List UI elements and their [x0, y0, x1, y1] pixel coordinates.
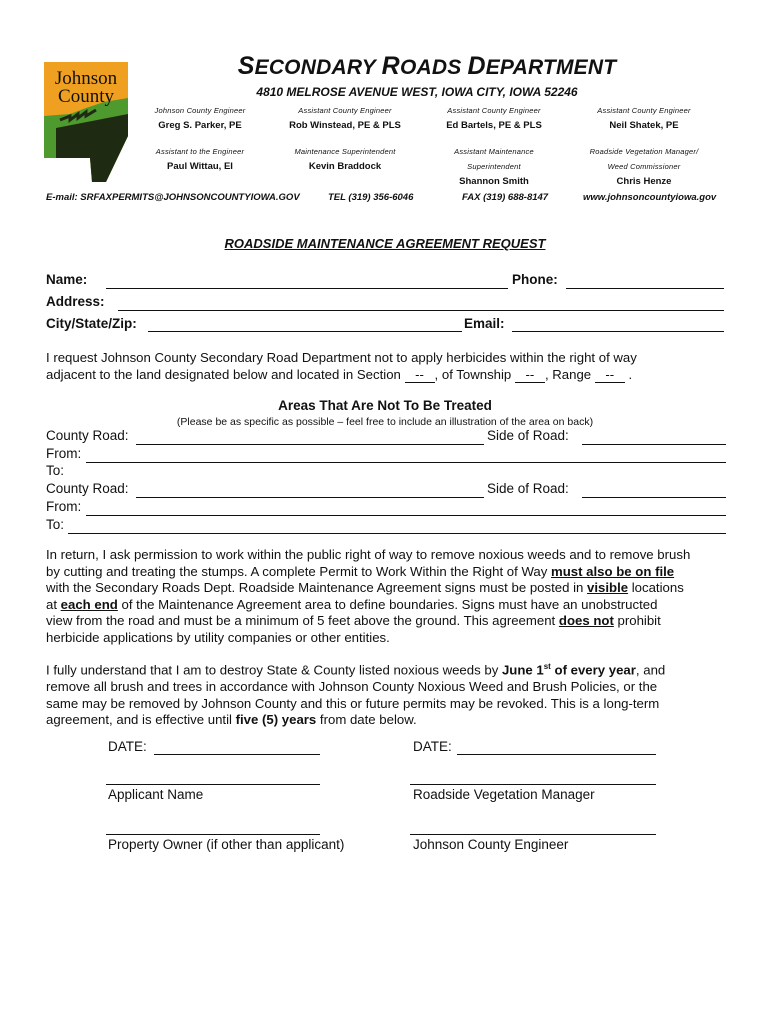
staff-assistant-to-engineer: Assistant to the Engineer Paul Wittau, EI: [155, 147, 245, 172]
to-label-2: To:: [46, 517, 65, 532]
applicant-date-label: DATE:: [108, 739, 147, 754]
permission-paragraph: In return, I ask permission to work within the public right of way to remove noxious weeds and to remove brush by cutting and treating the stumps. A complete Permit to Work Within the Right of Way must also be on file with the Secondary Roads Dept. Roadside Maintenance Agreement signs must be posted in visible locations at each end of the Maintenance Agreement area to define boundaries. Signs must have an unobstructed view from the road and must be a minimum of 5 feet above the ground. This agreement does not prohibit herbicide applications by utility companies or other entities.: [46, 547, 691, 645]
areas-note: (Please be as specific as possible – feel free to include an illustration of the area on back): [176, 416, 594, 428]
department-address: 4810 MELROSE AVENUE WEST, IOWA CITY, IOWA 52246: [256, 85, 578, 99]
county-road-label-2: County Road:: [46, 481, 129, 496]
property-owner-signature-line[interactable]: [106, 834, 320, 835]
address-field[interactable]: [118, 310, 724, 311]
phone-label: Phone:: [512, 272, 558, 287]
city-state-zip-field[interactable]: [148, 331, 462, 332]
contact-website[interactable]: www.johnsoncountyiowa.gov: [583, 192, 717, 203]
section-field[interactable]: --: [405, 368, 435, 383]
department-title: SECONDARY ROADS DEPARTMENT: [237, 52, 617, 80]
side-of-road-label-1: Side of Road:: [487, 428, 569, 443]
applicant-name-label: Applicant Name: [108, 787, 204, 802]
manager-date-field[interactable]: [457, 754, 656, 755]
vegetation-manager-label: Roadside Vegetation Manager: [413, 787, 595, 802]
from-field-1[interactable]: [86, 462, 726, 463]
logo-text-johnson: Johnson: [54, 68, 118, 89]
county-road-field-2[interactable]: [136, 497, 484, 498]
county-engineer-label: Johnson County Engineer: [413, 837, 569, 852]
request-paragraph: I request Johnson County Secondary Road Department not to apply herbicides within the right of way adjacent to the land designated below and located in Section -- , of Township -- , Range -- .: [46, 350, 637, 382]
staff-assistant-engineer-1: Assistant County Engineer Rob Winstead, PE & PLS: [289, 106, 401, 131]
from-field-2[interactable]: [86, 515, 726, 516]
property-owner-label: Property Owner (if other than applicant): [108, 837, 345, 852]
contact-email[interactable]: E-mail: SRFAXPERMITS@JOHNSONCOUNTYIOWA.GOV: [46, 192, 300, 203]
understanding-paragraph: I fully understand that I am to destroy State & County listed noxious weeds by June 1st of every year, and remove all brush and trees in accordance with Johnson County Noxious Weed and Brush Policies, or the same may be removed by Johnson County and this or future permits may be revoked. This is a long-term agreement, and is effective until five (5) years from date below.: [46, 662, 666, 728]
name-field[interactable]: [106, 288, 508, 289]
county-road-field-1[interactable]: [136, 444, 484, 445]
areas-title: Areas That Are Not To Be Treated: [278, 398, 492, 413]
email-field[interactable]: [512, 331, 724, 332]
form-title: ROADSIDE MAINTENANCE AGREEMENT REQUEST: [224, 236, 546, 251]
phone-field[interactable]: [566, 288, 724, 289]
township-field[interactable]: --: [515, 368, 545, 383]
staff-maintenance-superintendent: Maintenance Superintendent Kevin Braddock: [294, 147, 396, 172]
logo-text-county: County: [58, 86, 114, 107]
range-field[interactable]: --: [595, 368, 625, 383]
staff-assistant-maintenance-superintendent: Assistant Maintenance Superintendent Shannon Smith: [454, 147, 534, 187]
side-of-road-field-1[interactable]: [582, 444, 726, 445]
side-of-road-field-2[interactable]: [582, 497, 726, 498]
staff-assistant-engineer-2: Assistant County Engineer Ed Bartels, PE & PLS: [446, 106, 542, 131]
from-label-1: From:: [46, 446, 82, 461]
county-road-label-1: County Road:: [46, 428, 129, 443]
manager-signature-line[interactable]: [410, 784, 656, 785]
staff-county-engineer: Johnson County Engineer Greg S. Parker, PE: [154, 106, 246, 131]
from-label-2: From:: [46, 499, 82, 514]
address-label: Address:: [46, 294, 105, 309]
staff-vegetation-manager: Roadside Vegetation Manager/ Weed Commissioner Chris Henze: [589, 147, 699, 187]
applicant-date-field[interactable]: [154, 754, 320, 755]
contact-tel: TEL (319) 356-6046: [328, 192, 414, 203]
side-of-road-label-2: Side of Road:: [487, 481, 569, 496]
manager-date-label: DATE:: [413, 739, 452, 754]
city-state-zip-label: City/State/Zip:: [46, 316, 137, 331]
to-label-1: To:: [46, 463, 65, 478]
name-label: Name:: [46, 272, 88, 287]
applicant-signature-line[interactable]: [106, 784, 320, 785]
staff-assistant-engineer-3: Assistant County Engineer Neil Shatek, PE: [597, 106, 691, 131]
to-field-2[interactable]: [68, 533, 726, 534]
engineer-signature-line[interactable]: [410, 834, 656, 835]
email-label: Email:: [464, 316, 505, 331]
contact-fax: FAX (319) 688-8147: [462, 192, 549, 203]
